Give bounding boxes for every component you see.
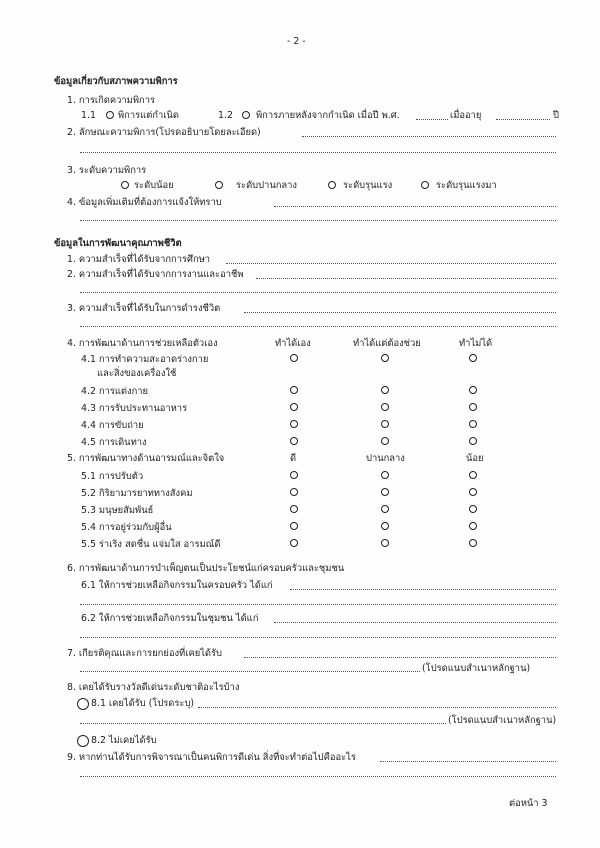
page-number: - 2 -	[287, 36, 306, 47]
radio[interactable]	[469, 420, 477, 428]
qq6-label: 6. การพัฒนาด้านการบำเพ็ญตนเป็นประโยชน์แก่ครอบครัวและชุมชน	[67, 563, 345, 574]
radio[interactable]	[469, 539, 477, 547]
qq5-item-5: 5.5 ร่าเริง สดชื่น แจ่มใส อารมณ์ดี	[81, 539, 221, 550]
q1-1-number: 1.1	[81, 110, 96, 121]
radio[interactable]	[290, 488, 298, 496]
radio[interactable]	[469, 505, 477, 513]
qq7-label: 7. เกียรติคุณและการยกย่องที่เคยได้รับ	[67, 648, 222, 659]
qq8-2-radio[interactable]	[77, 735, 89, 747]
radio[interactable]	[290, 420, 298, 428]
radio[interactable]	[290, 539, 298, 547]
qq1-blank[interactable]	[226, 263, 556, 264]
q1-year-blank[interactable]	[416, 119, 448, 120]
radio[interactable]	[381, 539, 389, 547]
continue-next-page: ต่อหน้า 3	[509, 798, 548, 809]
q3-label: 3. ระดับความพิการ	[67, 165, 147, 176]
radio[interactable]	[381, 386, 389, 394]
level-3-label: ระดับรุนแรง	[343, 180, 393, 191]
qq4-label: 4. การพัฒนาด้านการช่วยเหลือตัวเอง	[67, 338, 218, 349]
radio[interactable]	[469, 437, 477, 445]
qq5-col-medium: ปานกลาง	[366, 453, 405, 464]
radio[interactable]	[469, 471, 477, 479]
radio[interactable]	[290, 386, 298, 394]
q1-2-label: พิการภายหลังจากกำเนิด เมื่อปี พ.ศ.	[256, 110, 400, 121]
radio[interactable]	[381, 403, 389, 411]
qq6-1-label: 6.1 ให้การช่วยเหลือกิจกรรมในครอบครัว ได้แก่	[81, 580, 273, 591]
q1-1-radio[interactable]	[106, 111, 114, 119]
qq5-col-good: ดี	[290, 453, 297, 464]
level-2-radio[interactable]	[215, 181, 223, 189]
qq4-item-2: 4.2 การแต่งกาย	[81, 386, 149, 397]
radio[interactable]	[469, 488, 477, 496]
q1-2-radio[interactable]	[242, 111, 250, 119]
qq5-item-1: 5.1 การปรับตัว	[81, 471, 144, 482]
qq8-1-blank-1[interactable]	[198, 707, 556, 708]
qq2-blank-1[interactable]	[256, 278, 556, 279]
radio[interactable]	[381, 354, 389, 362]
level-2-label: ระดับปานกลาง	[236, 180, 297, 191]
radio[interactable]	[290, 522, 298, 530]
level-1-label: ระดับน้อย	[134, 180, 174, 191]
qq8-2-label: 8.2 ไม่เคยได้รับ	[91, 735, 157, 746]
qq3-blank-1[interactable]	[244, 312, 556, 313]
radio[interactable]	[381, 522, 389, 530]
disability-section-header: ข้อมูลเกี่ยวกับสภาพความพิการ	[54, 76, 178, 87]
q4-blank-1[interactable]	[274, 206, 556, 207]
qq4-item-3: 4.3 การรับประทานอาหาร	[81, 403, 188, 414]
radio[interactable]	[381, 437, 389, 445]
q2-blank-1[interactable]	[302, 136, 556, 137]
qq4-col-self: ทำได้เอง	[275, 338, 311, 349]
qq8-label: 8. เคยได้รับรางวัลดีเด่นระดับชาติอะไรบ้าง	[67, 682, 240, 693]
qq4-item-5: 4.5 การเดินทาง	[81, 437, 147, 448]
qq1-label: 1. ความสำเร็จที่ได้รับจากการศึกษา	[67, 254, 211, 265]
qq9-label: 9. หากท่านได้รับการพิจารณาเป็นคนพิการดีเด่น สิ่งที่จะทำต่อไปคืออะไร	[67, 752, 356, 763]
qq4-col-cannot: ทำไม่ได้	[459, 338, 493, 349]
q1-age-label: เมื่ออายุ	[450, 110, 482, 121]
q2-label: 2. ลักษณะความพิการ(โปรดอธิบายโดยละเอียด)	[67, 127, 261, 138]
qq2-label: 2. ความสำเร็จที่ได้รับจากการงานและอาชีพ	[67, 269, 244, 280]
radio[interactable]	[381, 488, 389, 496]
radio[interactable]	[290, 437, 298, 445]
q4-label: 4. ข้อมูลเพิ่มเติมที่ต้องการแจ้งให้ทราบ	[67, 197, 222, 208]
radio[interactable]	[290, 471, 298, 479]
qq3-label: 3. ความสำเร็จที่ได้รับในการดำรงชีวิต	[67, 303, 221, 314]
qq5-item-4: 5.4 การอยู่ร่วมกับผู้อื่น	[81, 522, 172, 533]
qq9-blank-1[interactable]	[380, 761, 556, 762]
radio[interactable]	[290, 354, 298, 362]
qq4-item-1-cont: และสิ่งของเครื่องใช้	[97, 368, 177, 379]
level-1-radio[interactable]	[121, 181, 129, 189]
qq5-label: 5. การพัฒนาทางด้านอารมณ์และจิตใจ	[67, 453, 225, 464]
q1-year-unit: ปี	[553, 110, 559, 121]
qq6-1-blank-1[interactable]	[290, 589, 556, 590]
quality-section-header: ข้อมูลในการพัฒนาคุณภาพชีวิต	[54, 238, 182, 249]
radio[interactable]	[469, 403, 477, 411]
qq5-item-3: 5.3 มนุษยสัมพันธ์	[81, 505, 154, 516]
radio[interactable]	[381, 420, 389, 428]
level-4-label: ระดับรุนแรงมา	[436, 180, 497, 191]
qq4-item-4: 4.4 การขับถ่าย	[81, 420, 144, 431]
qq6-2-blank-1[interactable]	[274, 622, 556, 623]
q1-2-number: 1.2	[218, 110, 233, 121]
qq8-1-blank-2[interactable]	[80, 723, 446, 724]
radio[interactable]	[469, 354, 477, 362]
radio[interactable]	[290, 403, 298, 411]
radio[interactable]	[290, 505, 298, 513]
radio[interactable]	[381, 505, 389, 513]
qq7-attach-note: (โปรดแนบสำเนาหลักฐาน)	[422, 663, 531, 674]
qq7-blank-2[interactable]	[80, 671, 420, 672]
q1-1-label: พิการแต่กำเนิด	[118, 110, 179, 121]
qq6-2-blank-2[interactable]	[80, 637, 556, 638]
q1-label: 1. การเกิดความพิการ	[67, 95, 156, 106]
q4-blank-2[interactable]	[80, 220, 556, 221]
qq5-item-2: 5.2 กิริยามารยาททางสังคม	[81, 488, 193, 499]
radio[interactable]	[469, 522, 477, 530]
radio[interactable]	[381, 471, 389, 479]
qq4-item-1: 4.1 การทำความสะอาดร่างกาย	[81, 354, 209, 365]
qq8-1-radio[interactable]	[77, 698, 89, 710]
qq2-blank-2[interactable]	[80, 292, 556, 293]
qq8-1-label: 8.1 เคยได้รับ (โปรดระบุ)	[91, 698, 195, 709]
q1-age-blank[interactable]	[496, 119, 550, 120]
level-3-radio[interactable]	[328, 181, 336, 189]
qq4-col-help: ทำได้แต่ต้องช่วย	[353, 338, 421, 349]
qq8-attach-note: (โปรดแนบสำเนาหลักฐาน)	[448, 715, 557, 726]
radio[interactable]	[469, 386, 477, 394]
qq7-blank-1[interactable]	[244, 657, 556, 658]
qq9-blank-2[interactable]	[80, 776, 556, 777]
level-4-radio[interactable]	[421, 181, 429, 189]
qq5-col-low: น้อย	[466, 453, 484, 464]
q2-blank-2[interactable]	[80, 152, 556, 153]
qq6-2-label: 6.2 ให้การช่วยเหลือกิจกรรมในชุมชน ได้แก่	[81, 613, 259, 624]
qq3-blank-2[interactable]	[80, 326, 556, 327]
qq6-1-blank-2[interactable]	[80, 604, 556, 605]
